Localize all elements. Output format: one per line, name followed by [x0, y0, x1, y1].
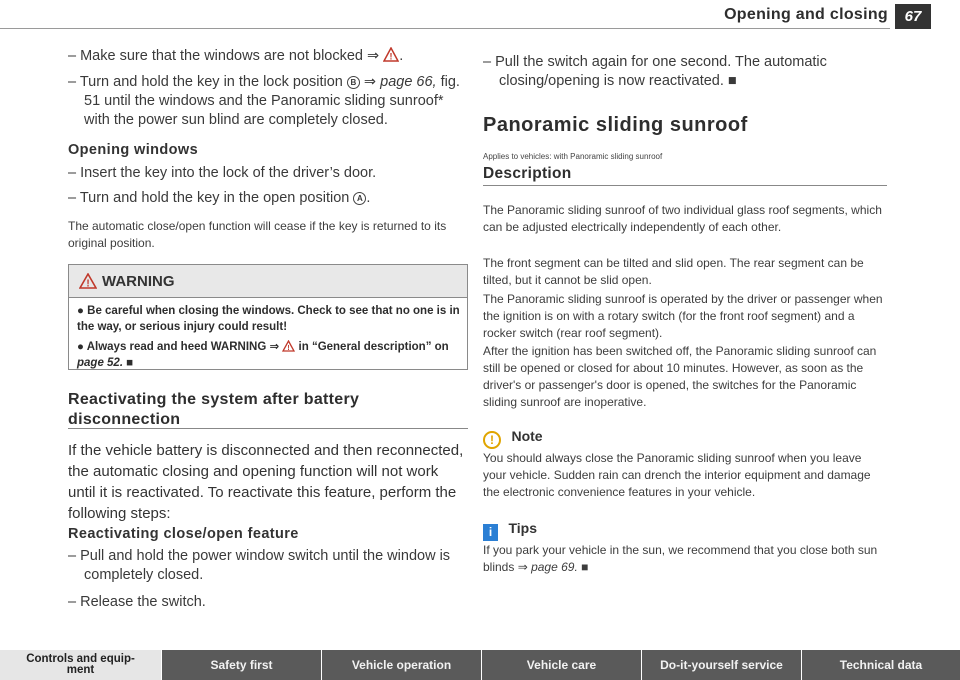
- tips-title: Tips: [508, 520, 537, 536]
- reactivating-paragraph: If the vehicle battery is disconnected and then reconnected, the automatic closing and opening function will not work until it is reactivated. To reactivate this feature, perform the following steps:: [68, 442, 464, 522]
- tab-do-it-yourself-service[interactable]: Do-it-yourself service: [642, 650, 802, 680]
- page-ref-66[interactable]: page 66,: [380, 74, 437, 90]
- reactivating-rule: [68, 428, 468, 429]
- tab-controls-and-equipment[interactable]: Controls and equip- ment: [0, 650, 162, 680]
- note-title: Note: [511, 428, 543, 444]
- page-ref-69[interactable]: page 69.: [531, 560, 578, 574]
- opening-windows-heading: Opening windows: [68, 142, 199, 158]
- tab-vehicle-care[interactable]: Vehicle care: [482, 650, 642, 680]
- bullet-release-switch: – Release the switch.: [68, 594, 206, 610]
- svg-text:!: !: [287, 345, 290, 352]
- bullet-pull-again: – Pull the switch again for one second. The automatic closing/opening is now reactivated. ■: [483, 54, 827, 89]
- bullet-insert-key: – Insert the key into the lock of the driver’s door.: [68, 165, 377, 181]
- tips-info-icon: i: [483, 524, 498, 541]
- bullet-turn-key-open: – Turn and hold the key in the open position A .: [68, 190, 371, 206]
- reactivating-subheading: Reactivating close/open feature: [68, 526, 299, 542]
- page-ref-52[interactable]: page 52.: [77, 357, 124, 369]
- end-mark: ■: [581, 560, 589, 574]
- description-paragraph-4: After the ignition has been switched off, the Panoramic sliding sunroof can still be opened or closed for about 10 minutes. However, as soon as the driver's or passenger's door is opened, the switches for the Panoramic sliding sunroof are inoperative.: [483, 344, 877, 409]
- warning-triangle-icon: [383, 47, 399, 62]
- warning-line-careful: ● Be careful when closing the windows. Check to see that no one is in the way, or serious injury could result!: [77, 305, 460, 333]
- header-rule: [0, 28, 890, 29]
- description-paragraph-2: The front segment can be tilted and slid open. The rear segment can be tilted, but it cannot be slid open.: [483, 256, 864, 287]
- warning-triangle-icon: [79, 273, 97, 289]
- svg-text:!: !: [86, 278, 90, 289]
- footer-nav: [0, 650, 960, 680]
- description-heading: Description: [483, 165, 572, 182]
- note-heading: [483, 428, 887, 449]
- lock-position-mark: B: [347, 76, 360, 89]
- bullet-turn-key-lock: – Turn and hold the key in the lock position B ⇒ page 66, fig. 51 until the windows and the Panoramic sliding sunroof* with the power sun blind are completely closed.: [68, 74, 460, 128]
- tab-safety-first[interactable]: Safety first: [162, 650, 322, 680]
- page-number-badge: 67: [895, 4, 931, 29]
- warning-header: [69, 265, 467, 298]
- reactivating-heading: Reactivating the system after battery disconnection: [68, 391, 360, 428]
- tips-text: If you park your vehicle in the sun, we recommend that you close both sun blinds ⇒ page 69. ■: [483, 543, 878, 574]
- sunroof-heading: Panoramic sliding sunroof: [483, 114, 748, 136]
- description-paragraph-1: The Panoramic sliding sunroof of two individual glass roof segments, which can be adjusted electrically independently of each other.: [483, 203, 882, 234]
- warning-line-heed: ● Always read and heed WARNING ⇒ ! in “General description” on page 52. ■: [77, 341, 449, 369]
- note-text: You should always close the Panoramic sliding sunroof when you leave your vehicle. Sudden rain can drench the interior equipment and damage the electronic convenience features in your vehicle.: [483, 451, 871, 499]
- warning-triangle-icon: [282, 340, 295, 352]
- warning-title: WARNING: [102, 272, 175, 290]
- end-mark: ■: [126, 357, 134, 369]
- description-rule: [483, 185, 887, 186]
- auto-function-note: The automatic close/open function will cease if the key is returned to its original position.: [68, 219, 447, 250]
- bullet-pull-hold-switch: – Pull and hold the power window switch until the window is completely closed.: [68, 548, 451, 583]
- section-title: Opening and closing: [724, 6, 888, 23]
- bullet-windows-not-blocked: – Make sure that the windows are not blocked ⇒ ! .: [68, 48, 404, 64]
- warning-box: [68, 264, 468, 370]
- open-position-mark: A: [353, 192, 366, 205]
- applies-to-label: Applies to vehicles: with Panoramic sliding sunroof: [483, 152, 663, 161]
- tab-technical-data[interactable]: Technical data: [802, 650, 960, 680]
- tips-heading: [483, 520, 887, 541]
- svg-text:!: !: [389, 51, 393, 62]
- note-exclamation-icon: !: [483, 431, 501, 449]
- description-paragraph-3: The Panoramic sliding sunroof is operated by the driver or passenger when the ignition is on with a rotary switch (for the front roof segment) and a rocker switch (rear roof segment).: [483, 292, 883, 340]
- tab-vehicle-operation[interactable]: Vehicle operation: [322, 650, 482, 680]
